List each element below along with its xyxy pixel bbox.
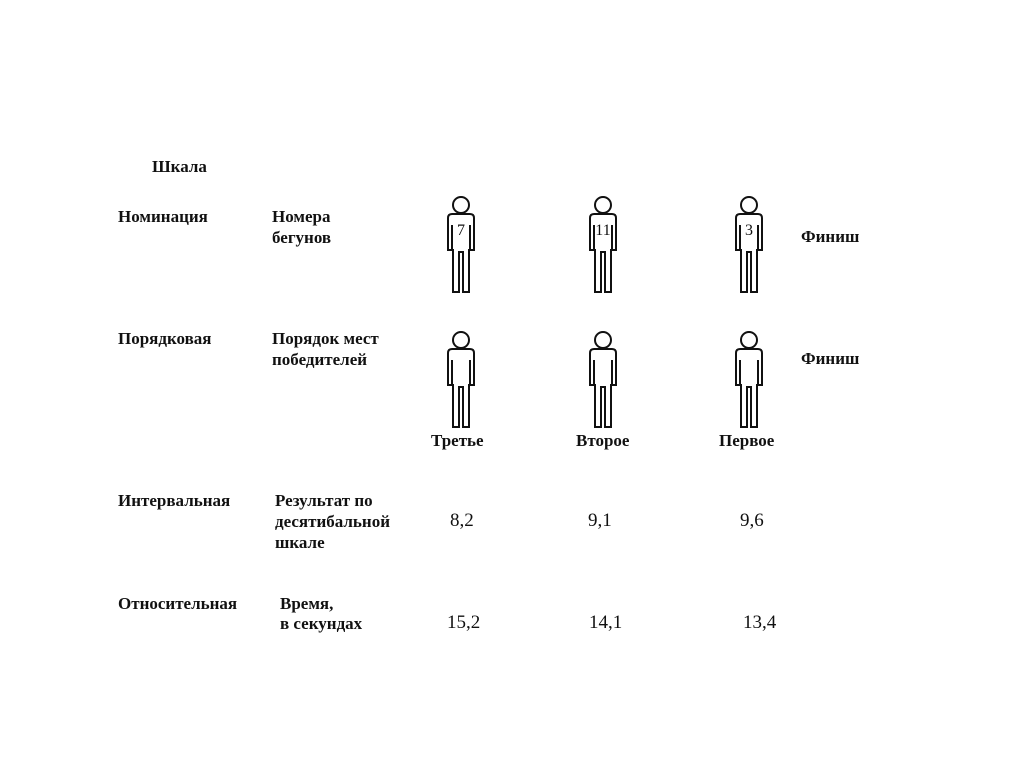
- description-ratio-line-2: в секундах: [280, 614, 363, 633]
- runner-figure: [439, 330, 483, 430]
- runner-bib-number: 3: [745, 222, 753, 239]
- description-interval-line-2: десятибальной: [275, 512, 391, 531]
- runner-figure: [727, 195, 771, 295]
- description-nominal-line-1: Номера: [272, 207, 331, 226]
- interval-value: 8,2: [450, 510, 474, 531]
- runner-figure: [581, 195, 625, 295]
- interval-value: 9,1: [588, 510, 612, 531]
- description-ordinal-line-1: Порядок мест: [272, 329, 379, 348]
- runner-bib-number: 11: [595, 222, 611, 239]
- description-interval-line-3: шкале: [275, 533, 325, 552]
- finish-label: Финиш: [801, 227, 860, 246]
- description-ordinal-line-2: победителей: [272, 350, 368, 369]
- description-ratio-line-1: Время,: [280, 594, 334, 613]
- place-label-first: Первое: [719, 431, 775, 450]
- time-value: 15,2: [447, 612, 481, 633]
- scale-name-interval: Интервальная: [118, 491, 231, 510]
- finish-label: Финиш: [801, 349, 860, 368]
- time-value: 13,4: [743, 612, 777, 633]
- interval-value: 9,6: [740, 510, 764, 531]
- place-label-second: Второе: [576, 431, 630, 450]
- scale-name-ratio: Относительная: [118, 594, 238, 613]
- runner-bib-number: 7: [457, 222, 465, 239]
- place-label-third: Третье: [431, 431, 484, 450]
- description-nominal-line-2: бегунов: [272, 228, 332, 247]
- description-interval-line-1: Результат по: [275, 491, 373, 510]
- runner-figure: [727, 330, 771, 430]
- time-value: 14,1: [589, 612, 623, 633]
- runner-figure: [439, 195, 483, 295]
- scale-name-nominal: Номинация: [118, 207, 208, 226]
- runner-figure: [581, 330, 625, 430]
- scale-name-ordinal: Порядковая: [118, 329, 212, 348]
- diagram-title: Шкала: [152, 157, 207, 176]
